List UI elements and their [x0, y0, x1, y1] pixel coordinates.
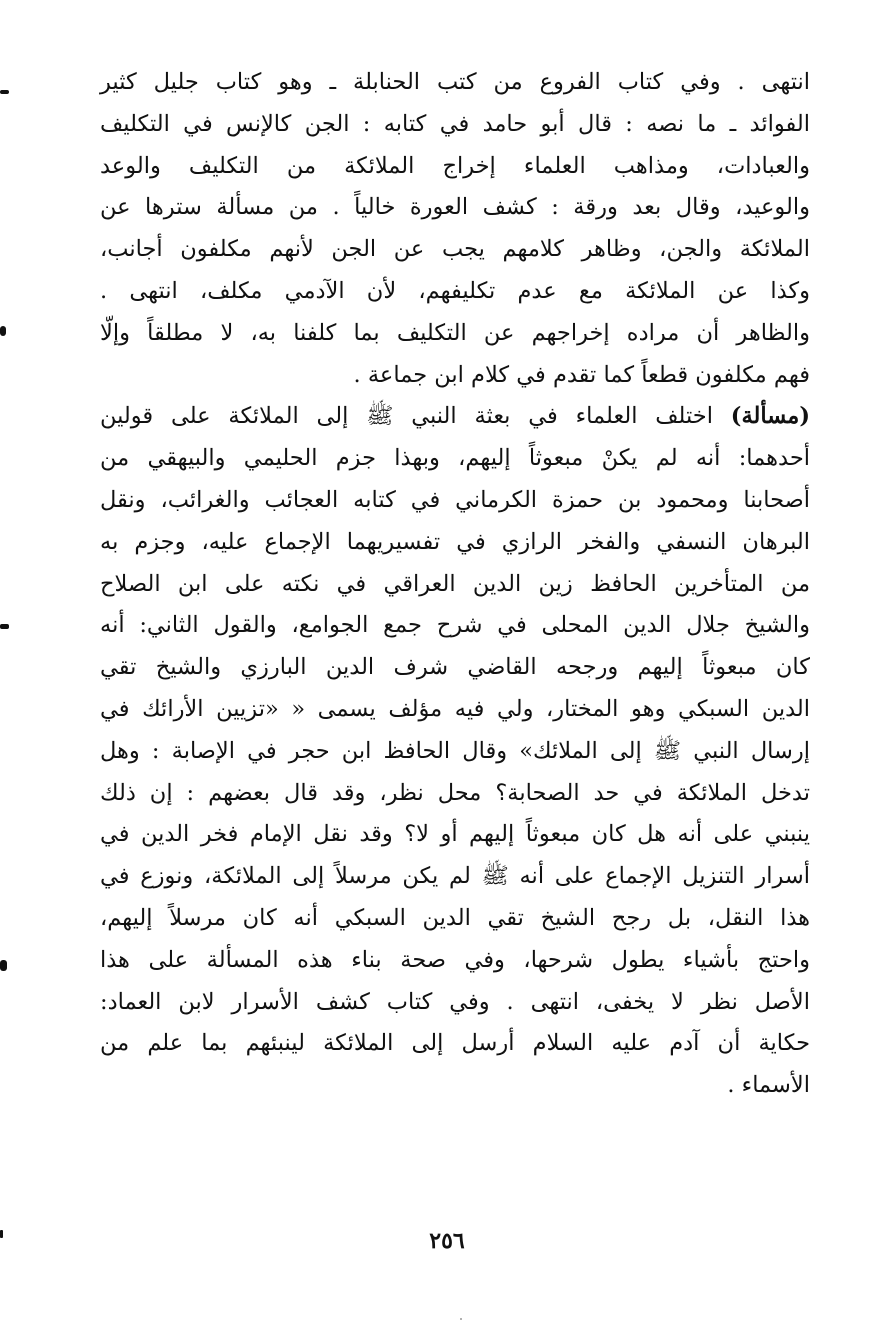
text-line: اختلف العلماء في بعثة النبي ﷺ إلى الملائكة على قولين [100, 403, 713, 430]
text-line: أسرار التنزيل الإجماع على أنه ﷺ لم يكن مرسلاً إلى الملائكة، ونوزع في [100, 863, 810, 890]
text-line: حكاية أن آدم عليه السلام أرسل إلى الملائكة لينبئهم بما علم من [100, 1030, 810, 1057]
text-line: من المتأخرين الحافظ زين الدين العراقي في نكته على ابن الصلاح [100, 570, 810, 597]
text-line: فهم مكلفون قطعاً كما تقدم في كلام ابن جماعة . [353, 361, 810, 388]
text-line: أحدهما: أنه لم يكنْ مبعوثاً إليهم، وبهذا جزم الحليمي والبيهقي من [100, 445, 810, 472]
page-number: ٢٥٦ [429, 1228, 465, 1254]
text-line: كان مبعوثاً إليهم ورجحه القاضي شرف الدين البارزي والشيخ تقي [100, 654, 810, 681]
text-line: الفوائد ـ ما نصه : قال أبو حامد في كتابه : الجن كالإنس في التكليف [100, 110, 810, 137]
text-line: الأصل نظر لا يخفى، انتهى . وفي كتاب كشف الأسرار لابن العماد: [100, 988, 810, 1015]
text-line: واحتج بأشياء يطول شرحها، وفي صحة بناء هذه المسألة على هذا [100, 946, 810, 973]
text-line: أصحابنا ومحمود بن حمزة الكرماني في كتابه العجائب والغرائب، ونقل [100, 486, 810, 513]
text-line: الدين السبكي وهو المختار، ولي فيه مؤلف يسمى « «تزيين الأرائك في [100, 695, 810, 722]
section-heading: (مسألة) [730, 403, 810, 430]
text-line: والعبادات، ومذاهب العلماء إخراج الملائكة من التكليف والوعد [100, 152, 810, 179]
text-line: البرهان النسفي والفخر الرازي في تفسيريهما الإجماع عليه، وجزم به [100, 528, 810, 555]
text-line: ينبني على أنه هل كان مبعوثاً إليهم أو لا؟ وقد نقل الإمام فخر الدين في [100, 821, 810, 848]
text-line: هذا النقل، بل رجح الشيخ تقي الدين السبكي أنه كان مرسلاً إليهم، [100, 904, 810, 931]
body-text [100, 62, 810, 1107]
text-line: والشيخ جلال الدين المحلى في شرح جمع الجوامع، والقول الثاني: أنه [100, 612, 810, 639]
text-line: إرسال النبي ﷺ إلى الملائك» وقال الحافظ ابن حجر في الإصابة : وهل [100, 737, 810, 764]
heading-line [100, 396, 810, 438]
scan-speck [460, 1318, 462, 1320]
scan-edge-mark [0, 624, 9, 629]
text-line: الملائكة والجن، وظاهر كلامهم يجب عن الجن لأنهم مكلفون أجانب، [100, 236, 810, 263]
scan-edge-mark [0, 326, 6, 336]
text-line: تدخل الملائكة في حد الصحابة؟ محل نظر، وقد قال بعضهم : إن ذلك [100, 779, 810, 806]
scan-edge-mark [0, 960, 7, 971]
text-line: وكذا عن الملائكة مع عدم تكليفهم، لأن الآدمي مكلف، انتهى . [100, 277, 810, 304]
text-line: الأسماء . [727, 1072, 810, 1099]
scan-edge-mark [0, 90, 9, 94]
text-line: والظاهر أن مراده إخراجهم عن التكليف بما كلفنا به، لا مطلقاً وإلّا [100, 319, 810, 346]
text-line: والوعيد، وقال بعد ورقة : كشف العورة خالياً . من مسألة سترها عن [100, 194, 810, 221]
text-line: انتهى . وفي كتاب الفروع من كتب الحنابلة ـ وهو كتاب جليل كثير [100, 69, 810, 95]
